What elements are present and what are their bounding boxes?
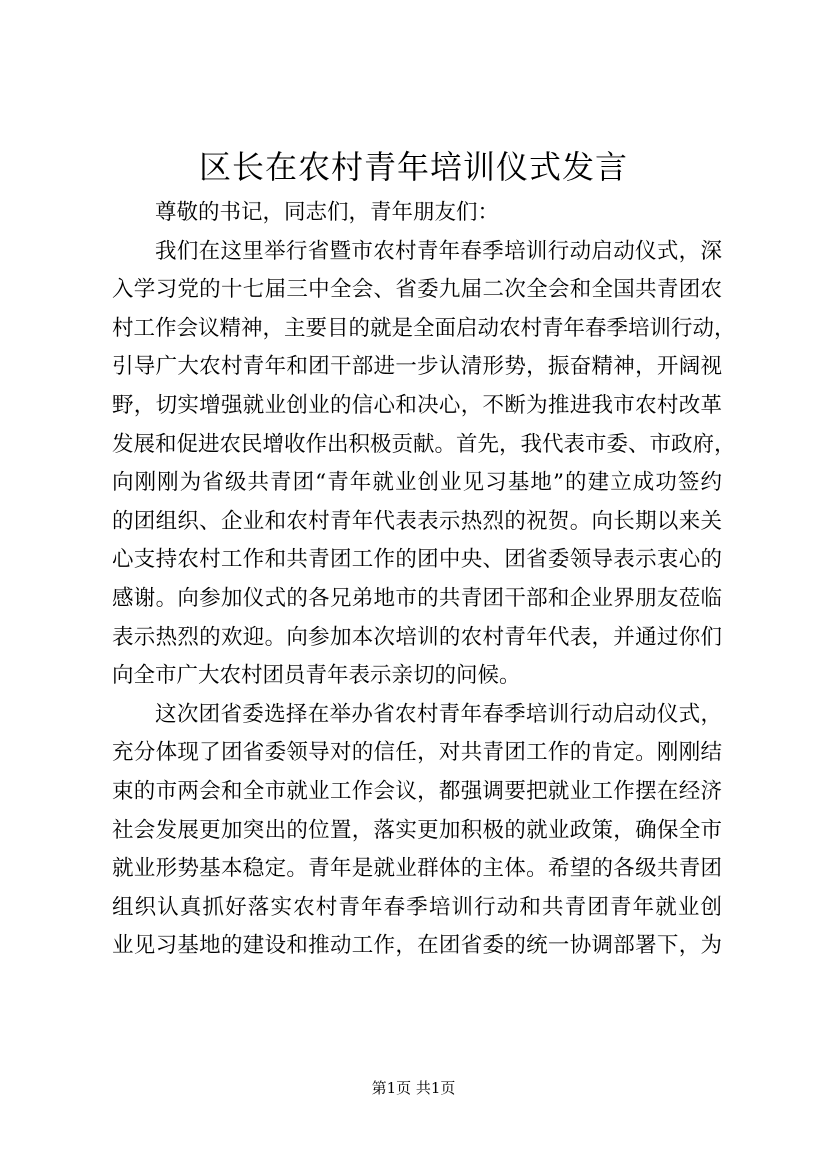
salutation: 尊敬的书记，同志们，青年朋友们： — [155, 200, 500, 225]
paragraph-2-line: 就业形势基本稳定。青年是就业群体的主体。希望的各级共青团 — [112, 856, 722, 882]
paragraph-1-line: 表示热烈的欢迎。向参加本次培训的农村青年代表，并通过你们 — [112, 624, 722, 650]
paragraph-2-line: 这次团省委选择在举办省农村青年春季培训行动启动仪式， — [155, 701, 722, 727]
document-body — [112, 194, 736, 966]
paragraph-1-line: 野，切实增强就业创业的信心和决心，不断为推进我市农村改革 — [112, 392, 722, 418]
paragraph-1-line: 引导广大农村青年和团干部进一步认清形势，振奋精神，开阔视 — [112, 354, 722, 380]
paragraph-1-line: 感谢。向参加仪式的各兄弟地市的共青团干部和企业界朋友莅临 — [112, 585, 722, 611]
paragraph-1-line: 发展和促进农民增收作出积极贡献。首先，我代表市委、市政府， — [112, 431, 736, 457]
paragraph-2-line: 束的市两会和全市就业工作会议，都强调要把就业工作摆在经济 — [112, 778, 722, 804]
paragraph-2-line: 充分体现了团省委领导对的信任，对共青团工作的肯定。刚刚结 — [112, 740, 722, 766]
paragraph-1-line: 村工作会议精神，主要目的就是全面启动农村青年春季培训行动， — [112, 315, 736, 341]
page-number-footer: 第1页 共1页 — [371, 1079, 456, 1097]
paragraph-1-line: 我们在这里举行省暨市农村青年春季培训行动启动仪式，深 — [155, 238, 722, 264]
paragraph-2-line: 社会发展更加突出的位置，落实更加积极的就业政策，确保全市 — [112, 817, 722, 843]
paragraph-1-line: 心支持农村工作和共青团工作的团中央、团省委领导表示衷心的 — [112, 547, 722, 573]
document-title: 区长在农村青年培训仪式发言 — [198, 148, 628, 186]
paragraph-1-line: 入学习党的十七届三中全会、省委九届二次全会和全国共青团农 — [112, 277, 722, 303]
paragraph-1-line: 的团组织、企业和农村青年代表表示热烈的祝贺。向长期以来关 — [112, 508, 722, 534]
paragraph-2-line: 业见习基地的建设和推动工作，在团省委的统一协调部署下，为 — [112, 933, 722, 959]
paragraph-1-line: 向全市广大农村团员青年表示亲切的问候。 — [112, 663, 521, 689]
paragraph-2-line: 组织认真抓好落实农村青年春季培训行动和共青团青年就业创 — [112, 894, 722, 920]
paragraph-1-line: 向刚刚为省级共青团“青年就业创业见习基地”的建立成功签约 — [112, 470, 722, 496]
